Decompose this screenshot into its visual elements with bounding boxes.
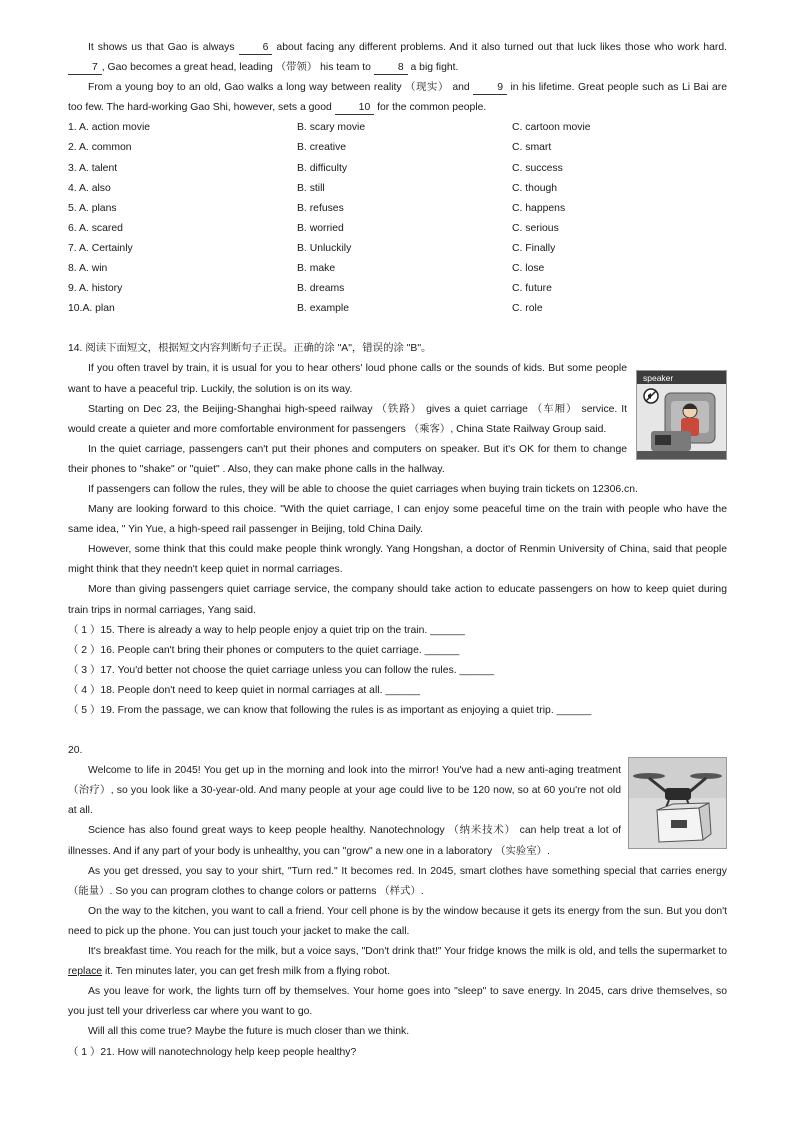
option-row: 2. A. common B. creative C. smart [68,138,727,158]
option-b[interactable]: B. example [297,303,349,315]
option-c[interactable]: C. cartoon movie [512,122,591,134]
option-a[interactable]: A. plans [79,202,117,214]
speaker-label: speaker [643,373,674,383]
passage-paragraph: Will all this come true? Maybe the future is much closer than we think. [88,1026,410,1038]
underlined-word: replace [68,966,103,978]
option-row: 8. A. win B. make C. lose [68,259,727,279]
judgement-question[interactable]: （ 5 ）19. From the passage, we can know that following the rules is as important as enjoying a quiet trip. ______ [68,705,592,716]
passage-paragraph: Many are looking forward to this choice. "With the quiet carriage, I can enjoy some peaceful time on the train with people who have the same idea, " Yin Yue, a high-speed rail passenger in Beijing, told China Daily. [68,504,727,536]
option-c[interactable]: C. serious [512,222,559,234]
passage-paragraph: On the way to the kitchen, you want to call a friend. Your cell phone is by the window because it gets its energy from the sun. But you don't need to pick up the phone. You can just touch your jacket to make the call. [68,905,727,937]
option-b[interactable]: B. Unluckily [297,242,352,254]
blank-9[interactable]: 9 [473,81,507,95]
option-b[interactable]: B. scary movie [297,122,366,134]
blank-8[interactable]: 8 [374,61,408,75]
option-a[interactable]: A. Certainly [79,242,133,254]
option-b[interactable]: B. difficulty [297,162,348,174]
option-row: 7. A. Certainly B. Unluckily C. Finally [68,239,727,259]
section-20-number: 20. [68,745,83,757]
option-b[interactable]: B. dreams [297,283,345,295]
option-b[interactable]: B. still [297,182,325,194]
option-row: 3. A. talent B. difficulty C. success [68,159,727,179]
option-row: 1. A. action movie B. scary movie C. cartoon movie [68,118,727,138]
option-c[interactable]: C. happens [512,202,566,214]
option-row: 6. A. scared B. worried C. serious [68,219,727,239]
passage-paragraph: Welcome to life in 2045! You get up in the morning and look into the mirror! You've had a new anti-aging treatment （治疗）, so you look like a 30-year-old. And many people at your age could live to be 120 now, so at 60 you're not old at all. [68,765,621,817]
short-answer-question[interactable]: （ 1 ）21. How will nanotechnology help keep people healthy? [68,1046,357,1058]
section-14-heading: 14. 阅读下面短文，根据短文内容判断句子正误。正确的涂 "A"，错误的涂 "B"。 [68,343,432,355]
option-a[interactable]: A. action movie [79,122,151,134]
passage-paragraph: If you often travel by train, it is usual for you to hear others' loud phone calls or the sounds of kids. But some people want to have a peaceful trip. Luckily, the solution is on its way. [68,363,627,395]
option-a[interactable]: A. talent [79,162,118,174]
option-b[interactable]: B. make [297,263,336,275]
option-a[interactable]: A. also [79,182,111,194]
option-row: 10.A. plan B. example C. role [68,299,727,319]
judgement-question[interactable]: （ 1 ）15. There is already a way to help people enjoy a quiet trip on the train. ______ [68,624,465,636]
option-b[interactable]: B. creative [297,142,347,154]
passage-paragraph: Starting on Dec 23, the Beijing-Shanghai high-speed railway （铁路） gives a quiet carriage （车厢） service. It would create a quieter and more comfortable environment for passengers （乘客）, China State Railway Group said. [68,403,627,435]
passage-paragraph: As you leave for work, the lights turn off by themselves. Your home goes into "sleep" to save energy. In 2045, cars drive themselves, so you just tell your driverless car where you want to go. [68,986,727,1018]
passage-paragraph: From a young boy to an old, Gao walks a long way between reality （现实） and 9 in his lifetime. Great people such as Li Bai are too few. The hard-working Gao Shi, however, sets a good 10 for the common people. [68,82,727,114]
blank-10[interactable]: 10 [335,101,375,115]
passage-paragraph: As you get dressed, you say to your shirt, "Turn red." It becomes red. In 2045, smart clothes have something special that carries energy （能量）. So you can program clothes to change colors or patterns （样式）. [68,865,727,897]
quiet-carriage-illustration [636,370,727,460]
passage-paragraph: It shows us that Gao is always 6 about facing any different problems. And it also turned out that luck likes those who work hard. 7 , Gao becomes a great head, leading （带领） his team to 8 a big fight. [68,38,727,78]
passage-paragraph: More than giving passengers quiet carriage service, the company should take action to educate passengers on how to keep quiet during train trips in normal carriages, Yang said. [68,584,727,616]
judgement-question[interactable]: （ 3 ）17. You'd better not choose the quiet carriage unless you can follow the rules. ______ [68,664,495,676]
flying-robot-photo [628,757,727,849]
passage-paragraph: It's breakfast time. You reach for the milk, but a voice says, "Don't drink that!" Your fridge knows the milk is old, and tells the supermarket to replace it. Ten minutes later, you can get fresh milk from a flying robot. [68,946,727,978]
drone-drawing [629,758,726,848]
blank-6[interactable]: 6 [239,41,273,55]
option-c[interactable]: C. success [512,162,563,174]
judgement-question[interactable]: （ 4 ）18. People don't need to keep quiet in normal carriages at all. ______ [68,684,421,696]
train-seat-drawing [637,371,726,459]
judgement-question[interactable]: （ 2 ）16. People can't bring their phones or computers to the quiet carriage. ______ [68,644,460,656]
option-c[interactable]: C. role [512,303,543,315]
option-c[interactable]: C. smart [512,142,552,154]
option-row: 5. A. plans B. refuses C. happens [68,199,727,219]
option-a[interactable]: A. history [79,283,123,295]
option-c[interactable]: C. though [512,182,558,194]
option-a[interactable]: A. common [79,142,132,154]
document-page [68,38,727,1063]
passage-paragraph: If passengers can follow the rules, they will be able to choose the quiet carriages when buying train tickets on 12306.cn. [88,483,638,495]
option-row: 9. A. history B. dreams C. future [68,279,727,299]
passage-paragraph: In the quiet carriage, passengers can't put their phones and computers on speaker. But it's OK for them to change their phones to "shake" or "quiet" . Also, they can make phone calls in the hallway. [68,443,627,475]
blank-7[interactable]: 7 [68,61,102,75]
option-row: 4. A. also B. still C. though [68,179,727,199]
option-b[interactable]: B. worried [297,222,344,234]
option-b[interactable]: B. refuses [297,202,344,214]
option-c[interactable]: C. Finally [512,242,556,254]
option-c[interactable]: C. future [512,283,552,295]
passage-paragraph: However, some think that this could make people think wrongly. Yang Hongshan, a doctor of Renmin University of China, said that people might think that they needn't keep quiet in normal carriages. [68,544,727,576]
options-list [68,118,727,319]
option-a[interactable]: A. win [79,263,108,275]
option-c[interactable]: C. lose [512,263,545,275]
option-a[interactable]: A. plan [82,303,115,315]
passage-paragraph: Science has also found great ways to keep people healthy. Nanotechnology （纳米技术） can help treat a lot of illnesses. And if any part of your body is unhealthy, you can "grow" a new one in a laboratory （实验室）. [68,825,621,857]
option-a[interactable]: A. scared [79,222,123,234]
